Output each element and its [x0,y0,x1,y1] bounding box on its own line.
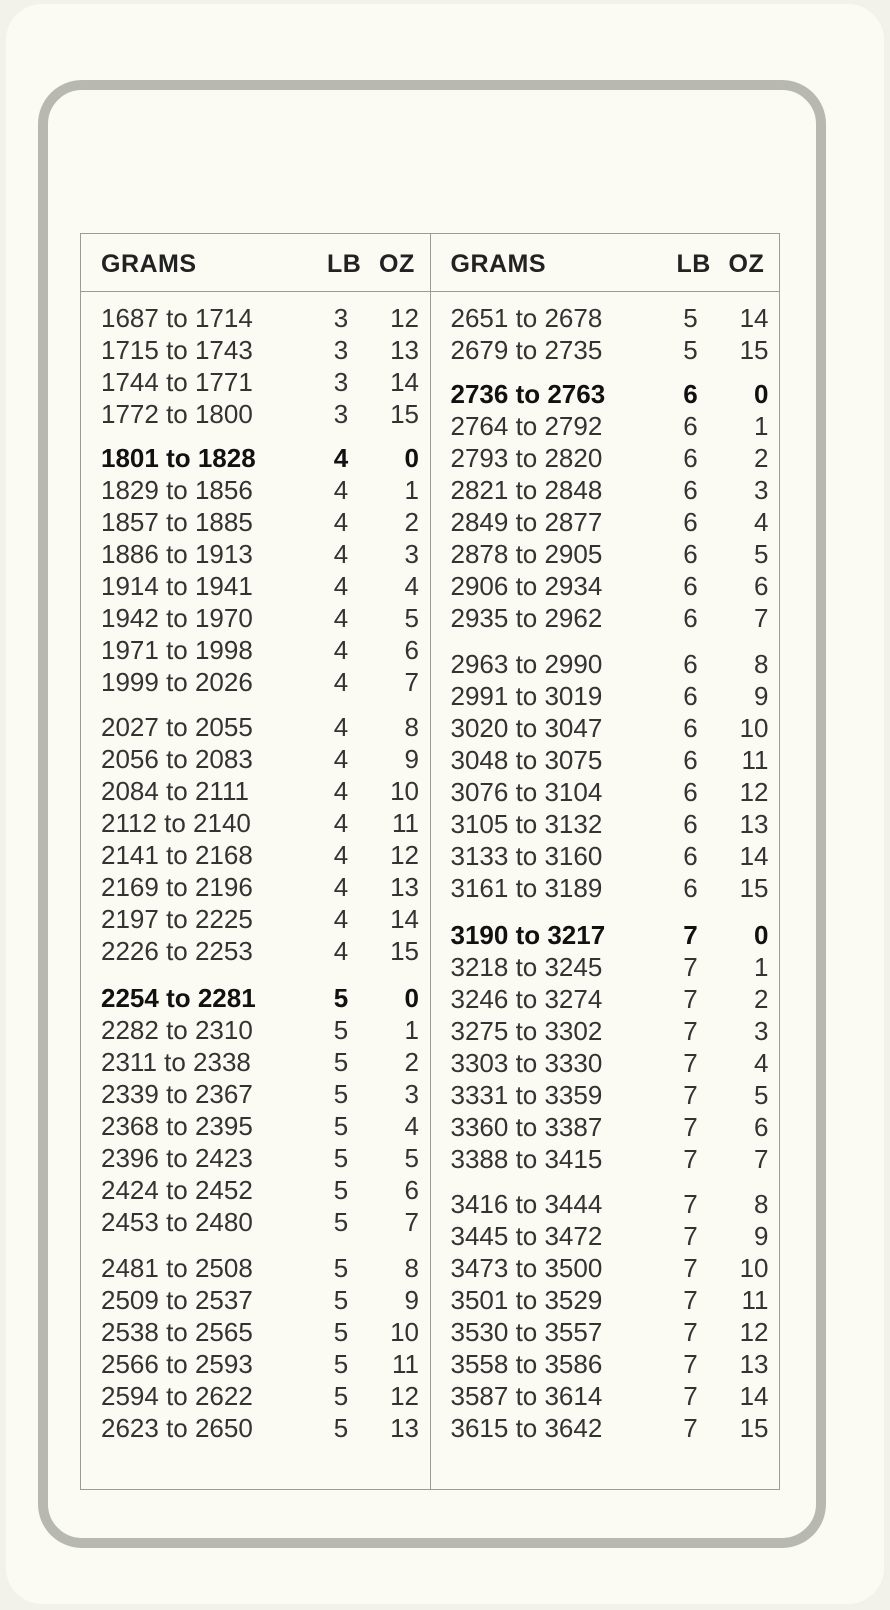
lb-cell: 5 [333,1175,349,1205]
lb-cell: 6 [683,411,698,441]
oz-cell: 4 [404,571,419,601]
grams-cell: 3473 to 3500 [450,1253,603,1283]
grams-cell: 2197 to 2225 [101,904,253,934]
grams-cell: 2084 to 2111 [101,776,249,806]
grams-cell: 2453 to 2480 [101,1207,253,1237]
oz-cell: 4 [754,1048,769,1078]
grams-cell: 2254 to 2281 [101,983,256,1013]
table-row [81,603,431,635]
oz-cell: 0 [404,983,419,1013]
lb-cell: 5 [683,335,698,365]
table-row [81,1317,431,1349]
lb-cell: 4 [333,904,349,934]
grams-cell: 1914 to 1941 [101,571,253,601]
oz-cell: 2 [404,1047,419,1077]
oz-cell: 13 [390,335,419,365]
oz-cell: 15 [739,335,769,365]
lb-cell: 3 [333,303,349,333]
grams-cell: 2594 to 2622 [101,1381,253,1411]
lb-cell: 4 [333,744,349,774]
grams-cell: 2538 to 2565 [101,1317,253,1347]
lb-cell: 5 [333,1285,349,1315]
grams-cell: 3020 to 3047 [450,713,603,743]
table-row [431,539,781,571]
oz-cell: 8 [754,649,769,679]
lb-cell: 4 [333,603,349,633]
lb-cell: 4 [333,712,349,742]
table-row [81,475,431,507]
lb-cell: 5 [333,1253,349,1283]
table-row [81,1349,431,1381]
table-row [431,1112,781,1144]
header-lb: LB [327,250,362,278]
oz-cell: 2 [754,984,769,1014]
oz-cell: 3 [754,1016,769,1046]
grams-cell: 2481 to 2508 [101,1253,253,1283]
oz-cell: 7 [404,1207,419,1237]
table-row [431,1221,781,1253]
oz-cell: 11 [741,745,769,775]
oz-cell: 11 [741,1285,769,1315]
table-row [81,335,431,367]
table-row [81,808,431,840]
table-row [431,1317,781,1349]
table-row [81,507,431,539]
lb-cell: 7 [683,1016,698,1046]
lb-cell: 6 [683,745,698,775]
grams-cell: 2736 to 2763 [450,379,606,409]
table-row [431,603,781,635]
oz-cell: 15 [390,936,419,966]
oz-cell: 13 [390,1413,419,1443]
lb-cell: 5 [333,1317,349,1347]
grams-cell: 2566 to 2593 [101,1349,253,1379]
oz-cell: 3 [404,1079,419,1109]
table-row [431,1080,781,1112]
lb-cell: 5 [333,1143,349,1173]
left-column [81,234,430,1489]
table-row [431,1016,781,1048]
table-row [431,335,781,367]
lb-cell: 5 [333,1381,349,1411]
table-row [431,809,781,841]
grams-cell: 3275 to 3302 [450,1016,603,1046]
grams-cell: 2056 to 2083 [101,744,253,774]
oz-cell: 8 [404,712,419,742]
lb-cell: 7 [683,1381,698,1411]
table-row [81,443,431,475]
header-grams: GRAMS [450,250,547,278]
lb-cell: 4 [333,872,349,902]
lb-cell: 7 [683,1349,698,1379]
grams-cell: 1886 to 1913 [101,539,253,569]
lb-cell: 6 [683,507,698,537]
lb-cell: 5 [333,983,349,1013]
lb-cell: 5 [333,1413,349,1443]
oz-cell: 10 [739,713,769,743]
lb-cell: 6 [683,713,698,743]
grams-cell: 3105 to 3132 [450,809,603,839]
table-row [81,1381,431,1413]
oz-cell: 14 [390,904,419,934]
oz-cell: 9 [404,1285,419,1315]
lb-cell: 6 [683,681,698,711]
lb-cell: 7 [683,1253,698,1283]
grams-cell: 3190 to 3217 [450,920,606,950]
oz-cell: 0 [404,443,419,473]
table-row [81,667,431,699]
lb-cell: 6 [683,539,698,569]
oz-cell: 11 [392,1349,419,1379]
table-row [81,1285,431,1317]
lb-cell: 6 [683,475,698,505]
oz-cell: 5 [754,539,769,569]
grams-cell: 2651 to 2678 [450,303,603,333]
grams-cell: 2339 to 2367 [101,1079,253,1109]
oz-cell: 9 [754,1221,769,1251]
left-header [81,234,430,292]
header-lb: LB [676,250,711,278]
table-row [431,1349,781,1381]
table-row [431,443,781,475]
grams-cell: 3360 to 3387 [450,1112,603,1142]
grams-cell: 1857 to 1885 [101,507,253,537]
grams-cell: 3587 to 3614 [450,1381,603,1411]
grams-cell: 2027 to 2055 [101,712,253,742]
table-row [431,475,781,507]
lb-cell: 4 [333,635,349,665]
grams-cell: 1942 to 1970 [101,603,253,633]
grams-cell: 2906 to 2934 [450,571,603,601]
grams-cell: 2623 to 2650 [101,1413,253,1443]
lb-cell: 7 [683,1317,698,1347]
grams-cell: 3416 to 3444 [450,1189,603,1219]
table-row [81,1413,431,1445]
lb-cell: 7 [683,1144,698,1174]
lb-cell: 4 [333,936,349,966]
oz-cell: 1 [754,952,769,982]
oz-cell: 1 [404,1015,419,1045]
table-row [81,1047,431,1079]
oz-cell: 9 [754,681,769,711]
grams-cell: 3530 to 3557 [450,1317,603,1347]
grams-cell: 3388 to 3415 [450,1144,603,1174]
oz-cell: 2 [404,507,419,537]
oz-cell: 5 [404,1143,419,1173]
table-row [81,1079,431,1111]
lb-cell: 4 [333,776,349,806]
oz-cell: 5 [404,603,419,633]
table-row [81,1207,431,1239]
oz-cell: 14 [390,367,419,397]
oz-cell: 15 [739,1413,769,1443]
table-row [431,571,781,603]
lb-cell: 7 [683,1080,698,1110]
grams-cell: 2282 to 2310 [101,1015,253,1045]
grams-cell: 3218 to 3245 [450,952,603,982]
table-row [431,713,781,745]
lb-cell: 4 [333,507,349,537]
lb-cell: 6 [683,649,698,679]
grams-cell: 2935 to 2962 [450,603,603,633]
grams-cell: 2509 to 2537 [101,1285,253,1315]
oz-cell: 6 [404,1175,419,1205]
grams-cell: 3048 to 3075 [450,745,603,775]
grams-cell: 2112 to 2140 [101,808,251,838]
lb-cell: 6 [683,809,698,839]
oz-cell: 4 [404,1111,419,1141]
grams-cell: 3615 to 3642 [450,1413,603,1443]
table-row [81,872,431,904]
lb-cell: 7 [683,952,698,982]
table-row [431,1253,781,1285]
table-row [81,399,431,431]
table-row [81,367,431,399]
table-row [431,649,781,681]
table-row [431,1048,781,1080]
oz-cell: 14 [739,303,769,333]
oz-cell: 12 [390,1381,419,1411]
table-row [431,873,781,905]
grams-cell: 2424 to 2452 [101,1175,253,1205]
lb-cell: 5 [333,1349,349,1379]
grams-cell: 2991 to 3019 [450,681,603,711]
table-row [81,1143,431,1175]
oz-cell: 8 [754,1189,769,1219]
grams-cell: 3133 to 3160 [450,841,603,871]
oz-cell: 1 [754,411,769,441]
grams-cell: 1744 to 1771 [101,367,253,397]
right-column [430,234,780,1489]
oz-cell: 15 [739,873,769,903]
lb-cell: 6 [683,777,698,807]
table-row [431,952,781,984]
lb-cell: 3 [333,399,349,429]
grams-cell: 2764 to 2792 [450,411,603,441]
grams-cell: 1715 to 1743 [101,335,253,365]
grams-cell: 3076 to 3104 [450,777,603,807]
oz-cell: 5 [754,1080,769,1110]
grams-to-pounds-table [80,233,780,1490]
grams-cell: 2169 to 2196 [101,872,253,902]
oz-cell: 6 [404,635,419,665]
lb-cell: 4 [333,443,349,473]
table-row [81,1111,431,1143]
oz-cell: 7 [404,667,419,697]
grams-cell: 3331 to 3359 [450,1080,603,1110]
grams-cell: 2368 to 2395 [101,1111,253,1141]
grams-cell: 3501 to 3529 [450,1285,603,1315]
oz-cell: 12 [390,840,419,870]
grams-cell: 1687 to 1714 [101,303,253,333]
lb-cell: 6 [683,841,698,871]
grams-cell: 1999 to 2026 [101,667,253,697]
oz-cell: 4 [754,507,769,537]
table-row [431,681,781,713]
table-row [81,571,431,603]
oz-cell: 15 [390,399,419,429]
grams-cell: 3246 to 3274 [450,984,603,1014]
oz-cell: 3 [404,539,419,569]
table-row [431,1144,781,1176]
lb-cell: 5 [683,303,698,333]
lb-cell: 5 [333,1079,349,1109]
grams-cell: 2849 to 2877 [450,507,603,537]
lb-cell: 5 [333,1047,349,1077]
table-row [81,539,431,571]
grams-cell: 2396 to 2423 [101,1143,253,1173]
table-row [81,776,431,808]
lb-cell: 4 [333,539,349,569]
oz-cell: 12 [390,303,419,333]
lb-cell: 7 [683,1413,698,1443]
grams-cell: 2226 to 2253 [101,936,253,966]
lb-cell: 7 [683,984,698,1014]
grams-cell: 2311 to 2338 [101,1047,251,1077]
lb-cell: 7 [683,1189,698,1219]
lb-cell: 7 [683,1221,698,1251]
table-row [81,1015,431,1047]
grams-cell: 3558 to 3586 [450,1349,603,1379]
oz-cell: 7 [754,603,769,633]
lb-cell: 5 [333,1015,349,1045]
grams-cell: 3445 to 3472 [450,1221,603,1251]
oz-cell: 0 [754,379,769,409]
oz-cell: 10 [390,1317,419,1347]
table-row [81,983,431,1015]
oz-cell: 6 [754,571,769,601]
grams-cell: 1829 to 1856 [101,475,253,505]
table-row [81,635,431,667]
oz-cell: 6 [754,1112,769,1142]
lb-cell: 6 [683,873,698,903]
lb-cell: 6 [683,603,698,633]
oz-cell: 11 [392,808,419,838]
lb-cell: 7 [683,1048,698,1078]
oz-cell: 13 [739,809,769,839]
oz-cell: 7 [754,1144,769,1174]
lb-cell: 5 [333,1207,349,1237]
header-oz: OZ [379,250,415,278]
table-row [431,411,781,443]
oz-cell: 12 [739,1317,769,1347]
oz-cell: 0 [754,920,769,950]
oz-cell: 8 [404,1253,419,1283]
lb-cell: 4 [333,808,349,838]
table-row [431,984,781,1016]
oz-cell: 3 [754,475,769,505]
oz-cell: 10 [390,776,419,806]
grams-cell: 2821 to 2848 [450,475,603,505]
grams-cell: 1801 to 1828 [101,443,256,473]
lb-cell: 3 [333,335,349,365]
grams-cell: 2679 to 2735 [450,335,603,365]
lb-cell: 6 [683,379,698,409]
table-row [431,1285,781,1317]
table-row [431,303,781,335]
table-row [431,920,781,952]
oz-cell: 14 [739,1381,769,1411]
lb-cell: 7 [683,1112,698,1142]
grams-cell: 2793 to 2820 [450,443,603,473]
table-row [431,379,781,411]
header-grams: GRAMS [101,250,197,278]
lb-cell: 7 [683,920,698,950]
lb-cell: 3 [333,367,349,397]
lb-cell: 4 [333,571,349,601]
table-row [431,777,781,809]
table-row [431,1381,781,1413]
table-row [81,840,431,872]
header-oz: OZ [728,250,765,278]
table-row [81,1253,431,1285]
grams-cell: 1772 to 1800 [101,399,253,429]
table-row [81,712,431,744]
lb-cell: 4 [333,667,349,697]
oz-cell: 13 [739,1349,769,1379]
lb-cell: 4 [333,840,349,870]
lb-cell: 6 [683,443,698,473]
table-row [81,936,431,968]
grams-cell: 2963 to 2990 [450,649,603,679]
table-row [431,745,781,777]
lb-cell: 6 [683,571,698,601]
oz-cell: 14 [739,841,769,871]
oz-cell: 9 [404,744,419,774]
grams-cell: 3161 to 3189 [450,873,603,903]
right-header [431,234,780,292]
lb-cell: 4 [333,475,349,505]
table-row [431,507,781,539]
oz-cell: 12 [739,777,769,807]
grams-cell: 2141 to 2168 [101,840,253,870]
grams-cell: 1971 to 1998 [101,635,253,665]
table-row [431,1413,781,1445]
table-row [431,841,781,873]
table-row [81,303,431,335]
grams-cell: 3303 to 3330 [450,1048,603,1078]
table-row [81,904,431,936]
lb-cell: 7 [683,1285,698,1315]
lb-cell: 5 [333,1111,349,1141]
oz-cell: 2 [754,443,769,473]
oz-cell: 1 [404,475,419,505]
table-row [81,1175,431,1207]
oz-cell: 10 [739,1253,769,1283]
oz-cell: 13 [390,872,419,902]
table-row [431,1189,781,1221]
table-row [81,744,431,776]
grams-cell: 2878 to 2905 [450,539,603,569]
